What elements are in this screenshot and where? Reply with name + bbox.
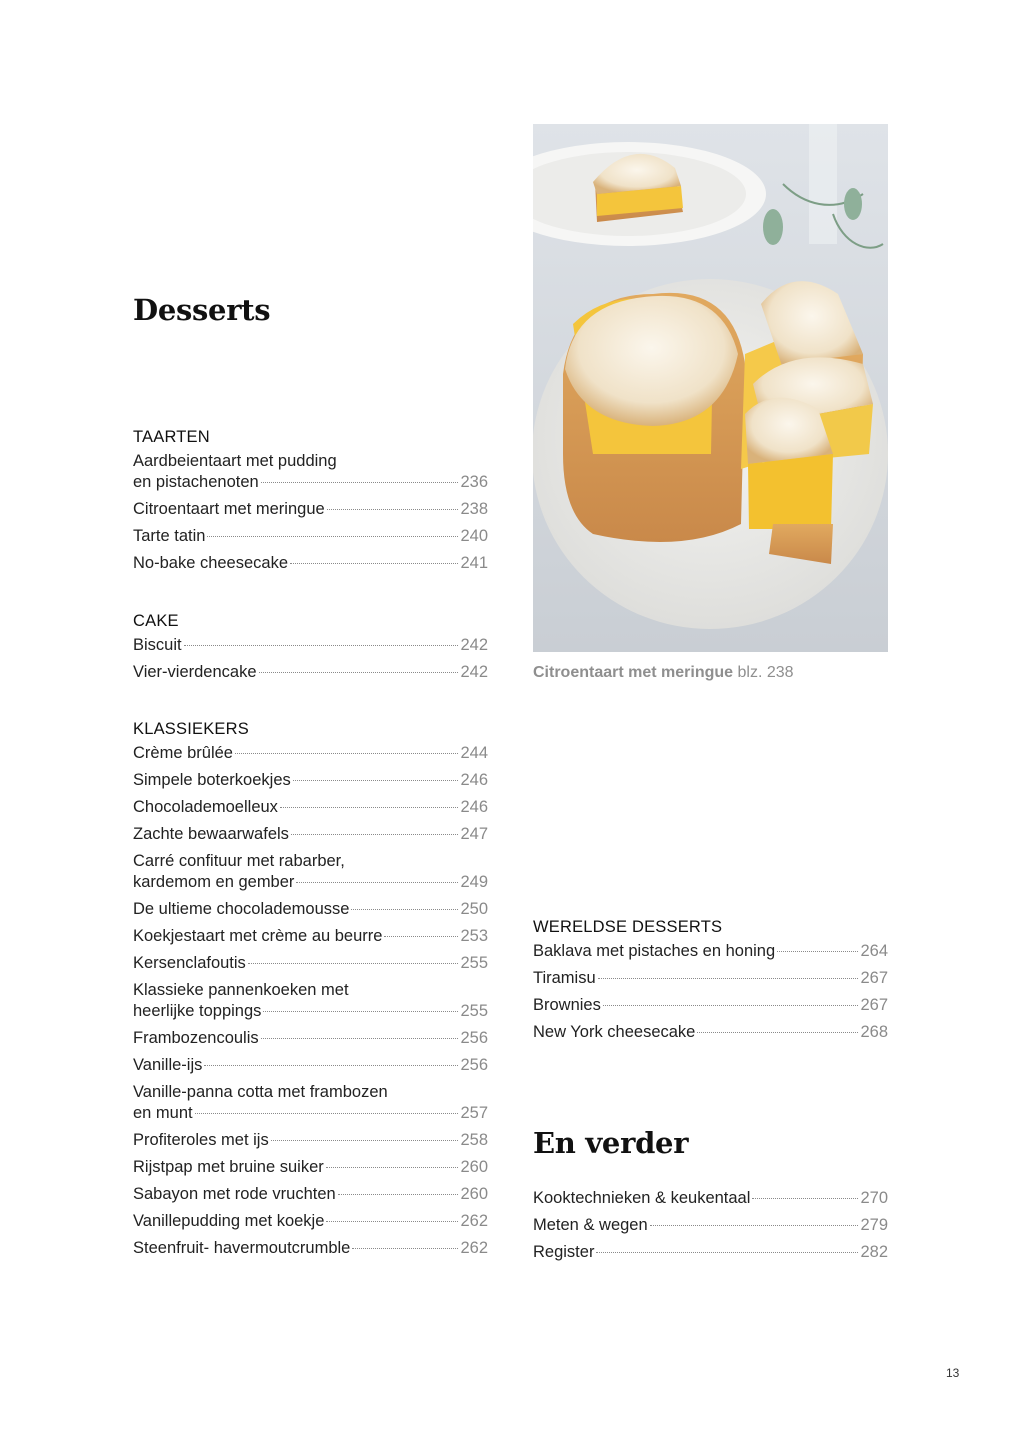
entry-title: Vanille-ijs	[133, 1056, 203, 1074]
entry-title: Biscuit	[133, 636, 182, 654]
caption-title: Citroentaart met meringue	[533, 664, 734, 681]
toc-entry[interactable]	[133, 526, 488, 547]
dot-leader	[598, 978, 859, 979]
entry-title: Kooktechnieken & keukentaal	[533, 1189, 751, 1207]
toc-entry[interactable]	[533, 1022, 888, 1043]
toc-entry[interactable]	[133, 851, 488, 893]
toc-entry[interactable]	[533, 1188, 888, 1209]
toc-entry[interactable]	[133, 662, 488, 683]
entry-title: Kersenclafoutis	[133, 954, 246, 972]
entry-line	[133, 1103, 488, 1124]
entry-page-number: 247	[460, 825, 488, 843]
dot-leader	[697, 1032, 858, 1033]
dot-leader	[271, 1140, 459, 1141]
entry-page-number: 260	[460, 1158, 488, 1176]
entry-page-number: 253	[460, 927, 488, 945]
entry-page-number: 250	[460, 900, 488, 918]
entry-title: New York cheesecake	[533, 1023, 696, 1041]
dot-leader	[327, 509, 459, 510]
desserts-heading: Desserts	[133, 293, 271, 327]
toc-entry[interactable]	[133, 824, 488, 845]
entry-title: Frambozencoulis	[133, 1029, 259, 1047]
entry-title: Profiteroles met ijs	[133, 1131, 269, 1149]
entry-title-line1: Carré confituur met rabarber,	[133, 852, 345, 870]
entry-line	[133, 926, 488, 947]
entry-title: heerlijke toppings	[133, 1002, 262, 1020]
toc-entry[interactable]	[133, 499, 488, 520]
dot-leader	[603, 1005, 859, 1006]
entry-page-number: 267	[860, 996, 888, 1014]
toc-entry[interactable]	[533, 995, 888, 1016]
entry-line	[133, 1055, 488, 1076]
entry-title: No-bake cheesecake	[133, 554, 289, 572]
entry-line	[133, 899, 488, 920]
entry-page-number: 260	[460, 1185, 488, 1203]
entry-page-number: 256	[460, 1029, 488, 1047]
dot-leader	[338, 1194, 459, 1195]
entry-line	[533, 941, 888, 962]
entry-line	[133, 1238, 488, 1259]
entry-line	[133, 1130, 488, 1151]
section-title: WERELDSE DESSERTS	[533, 918, 723, 936]
entry-page-number: 242	[460, 636, 488, 654]
entry-title: Steenfruit- havermoutcrumble	[133, 1239, 351, 1257]
caption-page-ref: blz. 238	[737, 664, 794, 681]
toc-section-wereldse-desserts	[533, 914, 888, 1049]
entry-page-number: 279	[860, 1216, 888, 1234]
dot-leader	[291, 834, 459, 835]
section-title: KLASSIEKERS	[133, 720, 249, 738]
entry-title: Register	[533, 1243, 595, 1261]
entry-title: De ultieme chocolademousse	[133, 900, 350, 918]
toc-entry[interactable]	[133, 743, 488, 764]
entry-line	[133, 872, 488, 893]
page-number: 13	[946, 1366, 960, 1380]
toc-section-en-verder	[533, 1188, 888, 1269]
entry-title: Meten & wegen	[533, 1216, 648, 1234]
dot-leader	[235, 753, 459, 754]
dot-leader	[290, 563, 458, 564]
entry-title-line1: Klassieke pannenkoeken met	[133, 981, 349, 999]
dot-leader	[204, 1065, 458, 1066]
toc-entry[interactable]	[133, 1130, 488, 1151]
entry-title: Citroentaart met meringue	[133, 500, 325, 518]
entry-page-number: 255	[460, 954, 488, 972]
entry-page-number: 238	[460, 500, 488, 518]
toc-entry[interactable]	[133, 980, 488, 1022]
entry-page-number: 268	[860, 1023, 888, 1041]
entry-title: Sabayon met rode vruchten	[133, 1185, 336, 1203]
en-verder-heading: En verder	[533, 1126, 689, 1160]
entry-page-number: 236	[460, 473, 488, 491]
entry-page-number: 257	[460, 1104, 488, 1122]
entry-page-number: 241	[460, 554, 488, 572]
entry-line	[133, 1157, 488, 1178]
toc-entry[interactable]	[533, 968, 888, 989]
entry-title: Vier-vierdencake	[133, 663, 257, 681]
toc-section-klassiekers	[133, 716, 488, 1265]
entry-page-number: 262	[460, 1239, 488, 1257]
entry-title: Rijstpap met bruine suiker	[133, 1158, 324, 1176]
dot-leader	[293, 780, 459, 781]
entry-title: Brownies	[533, 996, 601, 1014]
dot-leader	[248, 963, 459, 964]
toc-entry[interactable]	[133, 1211, 488, 1232]
entry-title-line1: Aardbeientaart met pudding	[133, 452, 337, 470]
entry-page-number: 242	[460, 663, 488, 681]
entry-line	[533, 968, 888, 989]
entry-line	[133, 662, 488, 683]
dot-leader	[596, 1252, 858, 1253]
entry-line	[133, 953, 488, 974]
dot-leader	[195, 1113, 459, 1114]
entry-page-number: 282	[860, 1243, 888, 1261]
entry-title: kardemom en gember	[133, 873, 295, 891]
entry-line	[133, 1001, 488, 1022]
toc-entry[interactable]	[133, 926, 488, 947]
toc-entry[interactable]	[533, 1242, 888, 1263]
entry-line	[133, 743, 488, 764]
entry-page-number: 270	[860, 1189, 888, 1207]
dot-leader	[296, 882, 458, 883]
entry-line	[133, 1211, 488, 1232]
entry-page-number: 256	[460, 1056, 488, 1074]
entry-line	[533, 995, 888, 1016]
toc-entry[interactable]	[533, 1215, 888, 1236]
dot-leader	[280, 807, 459, 808]
entry-title-line1: Vanille-panna cotta met frambozen	[133, 1083, 388, 1101]
entry-line	[133, 797, 488, 818]
entry-line	[133, 1028, 488, 1049]
entry-page-number: 258	[460, 1131, 488, 1149]
entry-line	[133, 635, 488, 656]
entry-line	[533, 1022, 888, 1043]
lemon-meringue-tart-photo	[533, 124, 888, 652]
entry-title: Koekjestaart met crème au beurre	[133, 927, 383, 945]
entry-page-number: 262	[460, 1212, 488, 1230]
entry-line	[133, 472, 488, 493]
entry-title: Chocolademoelleux	[133, 798, 278, 816]
entry-page-number: 267	[860, 969, 888, 987]
entry-page-number: 249	[460, 873, 488, 891]
entry-page-number: 240	[460, 527, 488, 545]
entry-title: en munt	[133, 1104, 193, 1122]
toc-entry[interactable]	[133, 1184, 488, 1205]
entry-line	[133, 553, 488, 574]
entry-title: Zachte bewaarwafels	[133, 825, 289, 843]
entry-page-number: 255	[460, 1002, 488, 1020]
entry-line	[533, 1215, 888, 1236]
section-title: CAKE	[133, 612, 179, 630]
toc-entry[interactable]	[133, 553, 488, 574]
entry-title: en pistachenoten	[133, 473, 259, 491]
dot-leader	[263, 1011, 458, 1012]
entry-title: Crème brûlée	[133, 744, 233, 762]
dot-leader	[259, 672, 459, 673]
toc-entry[interactable]	[133, 1157, 488, 1178]
dot-leader	[326, 1167, 459, 1168]
entry-title: Baklava met pistaches en honing	[533, 942, 776, 960]
toc-entry[interactable]	[133, 1082, 488, 1124]
dot-leader	[650, 1225, 859, 1226]
dot-leader	[777, 951, 858, 952]
entry-line	[133, 824, 488, 845]
toc-section-cake	[133, 608, 488, 689]
entry-line	[533, 1242, 888, 1263]
entry-page-number: 264	[860, 942, 888, 960]
toc-entry[interactable]	[133, 1055, 488, 1076]
dot-leader	[351, 909, 458, 910]
entry-line	[133, 1184, 488, 1205]
photo-caption	[533, 664, 794, 682]
toc-entry[interactable]	[133, 1238, 488, 1259]
dot-leader	[352, 1248, 458, 1249]
entry-line	[133, 526, 488, 547]
entry-title: Tiramisu	[533, 969, 596, 987]
entry-title: Tarte tatin	[133, 527, 206, 545]
toc-section-taarten	[133, 424, 488, 580]
entry-line	[133, 499, 488, 520]
entry-page-number: 244	[460, 744, 488, 762]
dot-leader	[752, 1198, 858, 1199]
dot-leader	[207, 536, 458, 537]
entry-page-number: 246	[460, 771, 488, 789]
toc-entry[interactable]	[133, 635, 488, 656]
dot-leader	[326, 1221, 458, 1222]
entry-page-number: 246	[460, 798, 488, 816]
entry-line	[533, 1188, 888, 1209]
dot-leader	[261, 482, 459, 483]
dot-leader	[384, 936, 458, 937]
entry-line	[133, 770, 488, 791]
section-title: TAARTEN	[133, 428, 210, 446]
toc-entry[interactable]	[133, 953, 488, 974]
toc-entry[interactable]	[133, 899, 488, 920]
toc-entry[interactable]	[533, 941, 888, 962]
dot-leader	[261, 1038, 459, 1039]
toc-entry[interactable]	[133, 797, 488, 818]
entry-title: Vanillepudding met koekje	[133, 1212, 325, 1230]
toc-entry[interactable]	[133, 451, 488, 493]
toc-entry[interactable]	[133, 770, 488, 791]
dot-leader	[184, 645, 459, 646]
toc-entry[interactable]	[133, 1028, 488, 1049]
entry-title: Simpele boterkoekjes	[133, 771, 291, 789]
